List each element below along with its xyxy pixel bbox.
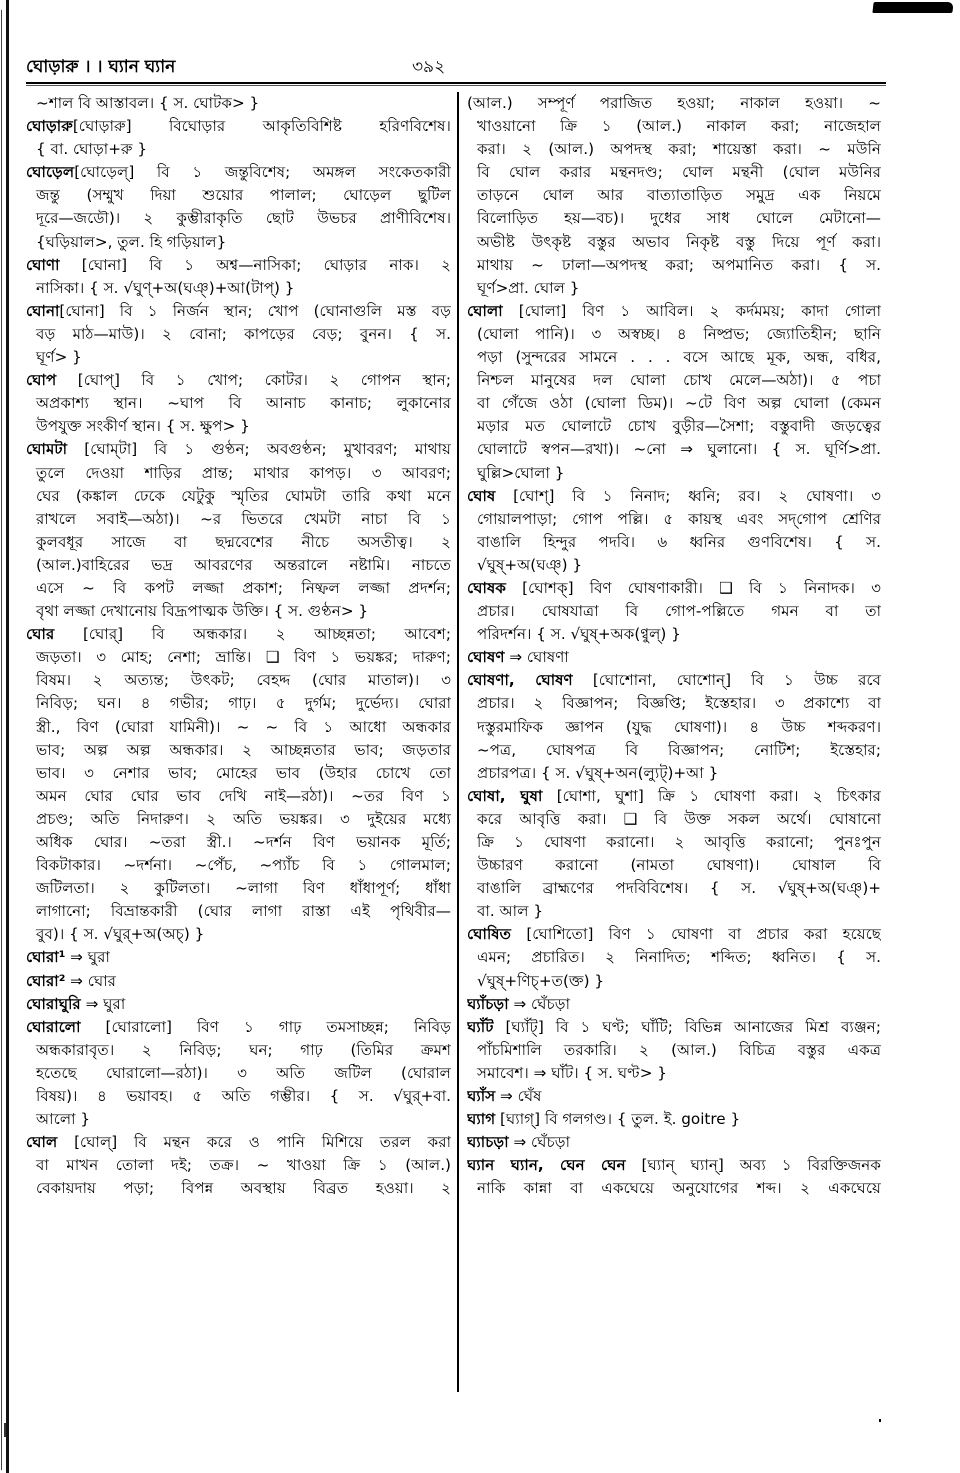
entry-headword-line: ঘোর [ঘোর্] বি অন্ধকার। ২ আচ্ছন্নতা; আবেশ; (26, 625, 451, 644)
entry-headword-line: ঘোরালো [ঘোরালো] বিণ ১ গাঢ় তমসাচ্ছন্ন; নিবিড় (26, 1017, 451, 1036)
header-rule (26, 82, 886, 84)
entry-line: বিলোড়িত হয়—বচ)। দুধের সাধ ঘোলে মেটানো— (477, 209, 881, 228)
entry-line: প্রচারপত্র। { স. √ঘুষ্+অন(ল্যুট্)+আ } (477, 763, 719, 782)
entry-line: ঘূর্ণ>প্রা. ঘোল } (477, 278, 580, 297)
headword: ঘোল (26, 1133, 58, 1152)
headword: ঘোরাঘুরি (26, 994, 81, 1013)
entry-line: বাঙালি হিন্দুর পদবি। ৬ ধ্বনির গুণবিশেষ। { স. (477, 532, 881, 551)
entry-line: অন্ধকারাবৃত। ২ নিবিড়; ঘন; গাঢ় (তিমির ক্রমশ (36, 1040, 451, 1059)
entry-line: পরিদর্শন। { স. √ঘুষ্+অক(ণ্বুল্) } (477, 625, 681, 644)
headword: ঘ্যাঁট (467, 1017, 494, 1036)
left-column (26, 92, 451, 1201)
headword: ঘোণা (26, 255, 60, 274)
entry-line: ঘূর্ণ> } (36, 348, 82, 367)
entry-headword-line: ঘোলা [ঘোলা] বিণ ১ আবিল। ২ কর্দমময়; কাদা গোলা (467, 301, 881, 320)
entry-line: জটিলতা। ২ কুটিলতা। ~লাগা বিণ ধাঁধাপূর্ণ; ধাঁধা (36, 879, 451, 898)
headword: ঘোরালো (26, 1017, 81, 1036)
headword: ঘোরা¹ (26, 948, 66, 967)
page-header (26, 52, 886, 82)
entry-line: অভীষ্ট উৎকৃষ্ট বস্তুর অভাব নিকৃষ্ট বস্তু দিয়ে পূর্ণ করা। (477, 232, 881, 251)
headword: ঘোরা² (26, 971, 66, 990)
entry-line: বি ঘোল করার মন্থনদণ্ড; ঘোল মন্থনী (ঘোল মউনির (477, 163, 881, 182)
entry-line: প্রচার। ঘোষযাত্রা বি গোপ-পল্লিতে গমন বা তা (477, 602, 881, 621)
entry-line: কুলবধূর সাজে বা ছদ্মবেশের নীচে অসতীত্ব। ২ (36, 532, 451, 551)
headword: ঘোষা, ঘুষা (467, 786, 543, 805)
entry-headword-line: ঘ্যাঁট [ঘ্যাঁট্] বি ১ ঘণ্ট; ঘাঁটি; বিভিন্ন আনাজের মিশ্র ব্যঞ্জন; (467, 1017, 881, 1036)
entry-headword-line: ঘোড়ারু[ঘোড়ারু] বিঘোড়ার আকৃতিবিশিষ্ট হরিণবিশেষ। (26, 117, 451, 136)
entry-line: বিষয়)। ৪ ভয়াবহ। ৫ অতি গম্ভীর। { স. √ঘুর্+বা. (36, 1087, 451, 1106)
entry-line: স্ত্রী., বিণ (ঘোরা যামিনী)। ~ ~ বি ১ আধো অন্ধকার (36, 717, 451, 736)
entry-line: √ঘুষ্+ণিচ্+ত(ক্ত) } (477, 971, 605, 990)
entry-headword-line: ঘোষিত [ঘোশিতো] বিণ ১ ঘোষণা বা প্রচার করা হয়েছে (467, 925, 881, 944)
entry-headword-line: ঘোড়েল[ঘোড়েল্] বি ১ জন্তুবিশেষ; অমঙ্গল সংকেতকারী (26, 163, 451, 182)
headword: ঘোমটা (26, 440, 68, 459)
entry-headword-line: ঘোরাঘুরি ⇒ ঘুরা (26, 994, 126, 1013)
entry-line: লাগানো; বিভ্রান্তকারী (ঘোর লাগা রাস্তা এই পৃথিবীর— (36, 902, 451, 921)
entry-line: {ঘড়িয়াল>, তুল. হি গড়িয়াল} (36, 232, 227, 251)
entry-line: করা। ২ (আল.) অপদস্থ করা; শায়েস্তা করা। ~ মউনি (477, 140, 881, 159)
scan-binding-edge (6, 0, 9, 1473)
entry-line: তুলে দেওয়া শাড়ির প্রান্ত; মাথার কাপড়। ৩ আবরণ; (36, 463, 451, 482)
headword: ঘোষণ (467, 648, 505, 667)
headword: ঘোপ (26, 371, 57, 390)
entry-line: ~শাল বি আস্তাবল। { স. ঘোটক> } (36, 94, 260, 112)
entry-headword-line: ঘ্যাঁচড়া ⇒ ঘেঁচড়া (467, 994, 571, 1013)
headword: ঘোষণা, ঘোষণ (467, 671, 573, 690)
headword: ঘ্যান ঘ্যান, ঘেন ঘেন (467, 1156, 626, 1175)
entry-headword-line: ঘোষণা, ঘোষণ [ঘোশোনা, ঘোশোন্] বি ১ উচ্চ রবে (467, 671, 881, 690)
headword: ঘ্যাগ (467, 1110, 496, 1129)
headword: ঘোড়ারু (26, 117, 73, 136)
entry-headword-line: ঘ্যান ঘ্যান, ঘেন ঘেন [ঘ্যান্ ঘ্যান্] অব্য ১ বিরক্তিজনক (467, 1156, 881, 1175)
entry-line: নাসিকা। { স. √ঘুণ্+অ(ঘঞ্)+আ(টাপ্) } (36, 278, 295, 297)
entry-line: নিবিড়; ঘন। ৪ গভীর; গাঢ়। ৫ দুর্গম; দুর্ভেদ্য। ঘোরা (36, 694, 451, 713)
headword: ঘোনা (26, 301, 60, 320)
header-rule-thin (26, 85, 886, 86)
entry-headword-line: ঘোরা¹ ⇒ ঘুরা (26, 948, 110, 967)
right-column (467, 92, 881, 1201)
entry-line: হতেছে ঘোরালো—রঠা)। ৩ অতি জটিল (ঘোরাল (36, 1063, 451, 1082)
entry-headword-line: ঘোনা[ঘোনা] বি ১ নির্জন স্থান; খোপ (ঘোনাগুলি মস্ত বড় (26, 301, 451, 320)
entry-line: বিকটাকার। ~দর্শনা। ~পেঁচ, ~প্যাঁচ বি ১ গোলমাল; (36, 856, 451, 875)
entry-line: বুব)। { স. √ঘুর্+অ(অচ্) } (36, 925, 205, 944)
headword: ঘ্যাঁস (467, 1087, 496, 1106)
entry-line: গোয়ালপাড়া; গোপ পল্লি। ৫ কায়স্থ এবং সদ্‌গোপ শ্রেণির (477, 509, 881, 528)
entry-headword-line: ঘোল [ঘোল্] বি মন্থন করে ও পানি মিশিয়ে তরল করা (26, 1133, 451, 1152)
entry-line: মড়ার মত ঘোলাটে চোখ বুড়ীর—সৈশা; বস্তুবাদী জড়ত্বের (477, 417, 881, 436)
entry-line: বা. আল } (477, 902, 544, 921)
entry-headword-line: ঘোণা [ঘোনা] বি ১ অশ্ব—নাসিকা; ঘোড়ার নাক। ২ (26, 255, 451, 274)
headword: ঘ্যাঁচড়া (467, 994, 509, 1013)
entry-line: প্রচার। ২ বিজ্ঞাপন; বিজ্ঞপ্তি; ইস্তেহার। ৩ প্রকাশ্যে বা (477, 694, 881, 713)
entry-headword-line: ঘোমটা [ঘোম্‌টা] বি ১ গুণ্ঠন; অবগুণ্ঠন; মুখাবরণ; মাথায় (26, 440, 451, 459)
entry-headword-line: (আল.) সম্পূর্ণ পরাজিত হওয়া; নাকাল হওয়া। ~ (467, 94, 881, 112)
headword: ঘ্যাচড়া (467, 1133, 509, 1152)
headword: ঘোলা (467, 301, 503, 320)
scan-ink-mark (872, 2, 953, 13)
entry-line: ঘের (কঙ্কাল ঢেকে যেটুকু স্মৃতির ঘোমটা তারি কথা মনে (36, 486, 451, 505)
entry-headword-line: ঘোষক [ঘোশক্] বিণ ঘোষণাকারী। ❑ বি ১ নিনাদক। ৩ (467, 578, 881, 597)
column-divider (457, 92, 459, 1392)
headword: ঘোষিত (467, 925, 512, 944)
entry-line: √ঘুষ্+অ(ঘঞ্) } (477, 555, 583, 574)
entry-line: অপ্রকাশ্য স্থান। ~ঘাপ বি আনাচ কানাচ; লুকানোর (36, 394, 451, 413)
entry-line: ভাব; অল্প অল্প অন্ধকার। ২ আচ্ছন্নতার ভাব; জড়তার (36, 740, 451, 759)
entry-line: বৃথা লজ্জা দেখানোয় বিদ্রূপাত্মক উক্তি। { স. গুণ্ঠন> } (36, 602, 369, 621)
entry-headword-line: ঘোষ [ঘোশ্] বি ১ নিনাদ; ধ্বনি; রব। ২ ঘোষণা। ৩ (467, 486, 881, 505)
entry-line: করে আবৃত্তি করা। ❑ বি উক্ত সকল অর্থে। ঘোষানো (477, 809, 881, 828)
entry-headword-line: ঘোপ [ঘোপ্] বি ১ খোপ; কোটর। ২ গোপন স্থান; (26, 371, 451, 390)
scan-speck (879, 1419, 881, 1422)
entry-line: দস্তুরমাফিক জ্ঞাপন (যুদ্ধ ঘোষণা)। ৪ উচ্চ শব্দকরণ। (477, 717, 881, 736)
entry-line: জন্তু (সম্মুখ দিয়া শুয়োর পালাল; ঘোড়েল ছুটিল (36, 186, 451, 205)
entry-headword-line: ঘ্যাগ [ঘ্যাগ্] বি গলগণ্ড। { তুল. ই. goitre } (467, 1110, 741, 1129)
page-number: ৩৯২ (412, 57, 446, 77)
entry-line: অমন ঘোর ঘোর ভাব দেখি নাই—রঠা)। ~তর বিণ ১ (36, 786, 451, 805)
entry-line: পাঁচমিশালি তরকারি। ২ (আল.) বিচিত্র বস্তুর একত্র (477, 1040, 881, 1059)
entry-headword-line: ঘোরা² ⇒ ঘোর (26, 971, 117, 990)
entry-line: এমন; প্রচারিত। ২ নিনাদিত; শব্দিত; ধ্বনিত। { স. (477, 948, 881, 967)
scan-edge-line (1, 10, 2, 1470)
entry-line: সমাবেশ। ⇒ ঘাঁট। { স. ঘণ্ট> } (477, 1063, 667, 1082)
entry-headword-line: ঘ্যাঁস ⇒ ঘেঁষ (467, 1087, 542, 1106)
entry-line: পড়া (সুন্দরের সামনে . . . বসে আছে মূক, অন্ধ, বধির, (477, 348, 881, 367)
entry-line: নিশ্চল মানুষের দল ঘোলা চোখ মেলে—অঠা)। ৫ পচা (477, 371, 881, 390)
headword: ঘোষ (467, 486, 496, 505)
entry-line: ঘুল্লি>ঘোলা } (477, 463, 565, 482)
entry-line: বড় মাঠ—মাউ)। ২ বোনা; কাপড়ের বেড়; বুনন। { স. (36, 324, 451, 343)
entry-line: (ঘোলা পানি)। ৩ অস্বচ্ছ। ৪ নিষ্প্রভ; জ্যোতিহীন; ছানি (477, 324, 881, 343)
entry-line: বেকায়দায় পড়া; বিপন্ন অবস্থায় বিব্রত হওয়া। ২ (36, 1179, 451, 1198)
entry-line: খাওয়ানো ক্রি ১ (আল.) নাকাল করা; নাজেহাল (477, 117, 881, 136)
entry-line: বিষম। ২ অত্যন্ত; উৎকট; বেহদ্দ (ঘোর মাতাল)। ৩ (36, 671, 451, 690)
entry-line: আলো } (36, 1110, 91, 1129)
entry-line: উচ্চারণ করানো (নামতা ঘোষণা)। ঘোষাল বি (477, 856, 881, 875)
headword: ঘোষক (467, 578, 506, 597)
entry-line: রাখলে সবাই—অঠা)। ~র ভিতরে খেমটা নাচা বি ১ (36, 509, 451, 528)
headword: ঘোড়েল (26, 163, 75, 182)
entry-line: বাঙালি ব্রাহ্মণের পদবিবিশেষ। { স. √ঘুষ্+অ(ঘঞ্)+ (477, 879, 881, 898)
entry-headword-line: ঘ্যাচড়া ⇒ ঘেঁচড়া (467, 1133, 571, 1152)
entry-line: অধিক ঘোর। ~তরা স্ত্রী.। ~দর্শন বিণ ভয়ানক মূর্তি; (36, 833, 451, 851)
entry-headword-line: ঘোষা, ঘুষা [ঘোশা, ঘুশা] ক্রি ১ ঘোষণা করা। ২ চিৎকার (467, 786, 881, 805)
entry-headword-line: ঘোষণ ⇒ ঘোষণা (467, 648, 569, 667)
entry-line: নাকি কান্না বা একঘেয়ে অনুযোগের শব্দ। ২ একঘেয়ে (477, 1179, 881, 1198)
scan-speck (4, 1423, 6, 1437)
headword: ঘোর (26, 625, 55, 644)
entry-line: ক্রি ১ ঘোষণা করানো। ২ আবৃত্তি করানো; পুনঃপুন (477, 833, 881, 851)
entry-line: (আল.)বাহিরের ভদ্র আবরণের অন্তরালে নষ্টামি। নাচতে (36, 555, 451, 574)
guide-words: ঘোড়ারু । । ঘ্যান ঘ্যান (26, 57, 176, 77)
entry-line: ভাব। ৩ নেশার ভাব; মোহের ভাব (উহার চোখে তো (36, 763, 451, 782)
entry-line: ~পত্র, ঘোষপত্র বি বিজ্ঞাপন; নোটিশ; ইস্তেহার; (477, 740, 881, 759)
entry-line: তাড়নে ঘোল আর বাত্যাতাড়িত সমুদ্র এক নিয়মে (477, 186, 881, 205)
entry-line: ঘোলাটে স্বপন—রখা)। ~নো ⇒ ঘুলানো। { স. ঘূর্ণি>প্রা. (477, 440, 881, 459)
entry-line: দূরে—জডৌ)। ২ কুম্ভীরাকৃতি ছোট উভচর প্রাণীবিশেষ। (36, 209, 451, 228)
entry-line: এসে ~ বি কপট লজ্জা প্রকাশ; নিষ্ফল লজ্জা প্রদর্শন; (36, 578, 451, 597)
entry-line: জড়তা। ৩ মোহ; নেশা; ভ্রান্তি। ❑ বিণ ১ ভয়ঙ্কর; দারুণ; (36, 648, 451, 667)
entry-line: বা মাখন তোলা দই; তক্র। ~ খাওয়া ক্রি ১ (আল.) (36, 1156, 451, 1175)
entry-line: বা গেঁজে ওঠা (ঘোলা ডিম)। ~টে বিণ অল্প ঘোলা (কেমন (477, 394, 881, 413)
entry-line: উপযুক্ত সংকীর্ণ স্থান। { স. ক্ষুপ> } (36, 417, 250, 436)
entry-line: প্রচণ্ড; অতি নিদারুণ। ২ অতি ভয়ঙ্কর। ৩ দুইয়ের মধ্যে (36, 809, 451, 828)
entry-line: মাথায় ~ ঢালা—অপদস্থ করা; অপমানিত করা। { স. (477, 255, 881, 274)
entry-line: { বা. ঘোড়া+রু } (36, 140, 148, 159)
